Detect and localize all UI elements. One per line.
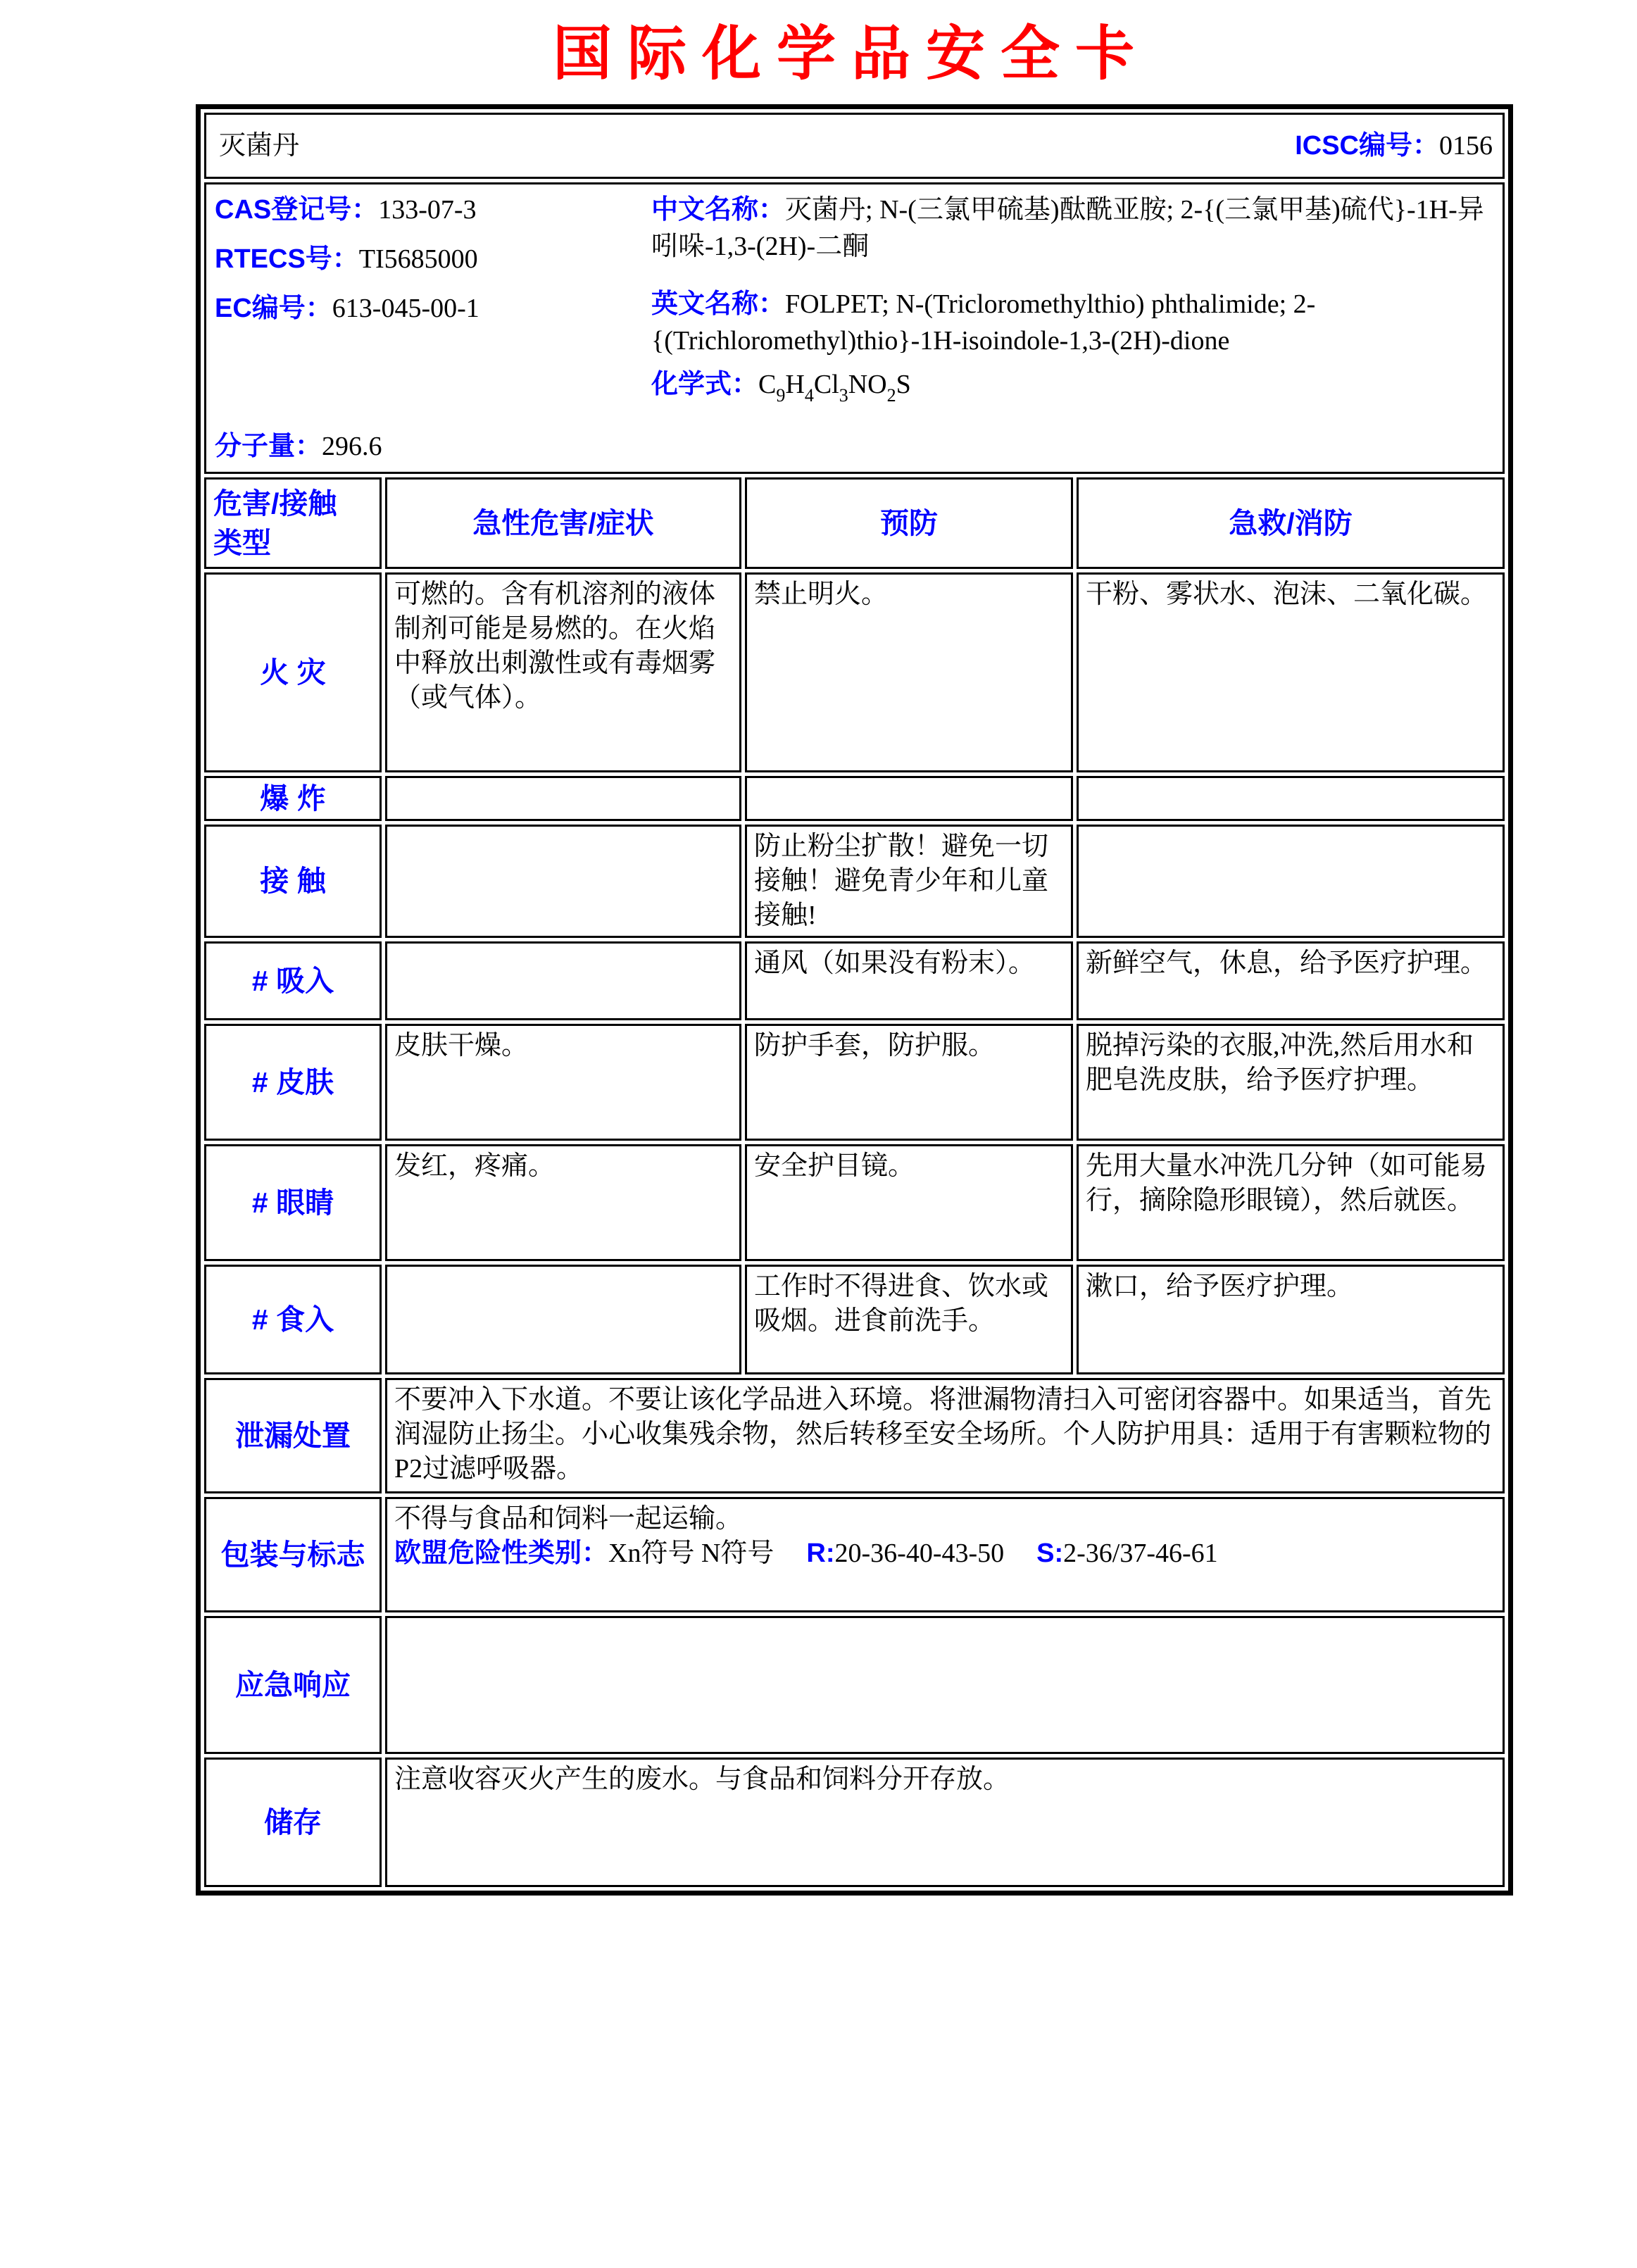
chinese-name-value: 灭菌丹; N-(三氯甲硫基)酞酰亚胺; 2-{(三氯甲基)硫代}-1H-异吲哚-1,3-(2H)-二酮: [651, 195, 1484, 262]
page-title: 国际化学品安全卡: [552, 20, 1150, 87]
english-name-line: [651, 286, 1494, 359]
rtecs-value: TI5685000: [358, 244, 478, 275]
emergency-text: [385, 1616, 1505, 1754]
rtecs-number-line: [215, 241, 651, 277]
hazard-type-skin: # 皮肤: [204, 1024, 382, 1141]
header-response: 急救/消防: [1077, 477, 1505, 569]
icsc-card-table: [196, 104, 1513, 1896]
eu-class-label: 欧盟危险性类别：: [394, 1539, 609, 1569]
eyes-response: 先用大量水冲洗几分钟（如可能易行，摘除隐形眼镜），然后就医。: [1077, 1144, 1505, 1261]
english-name-value: FOLPET; N-(Tricloromethylthio) phthalimide; 2-{(Trichloromethyl)thio}-1H-isoindole-1,3-(2H)-dione: [651, 289, 1316, 356]
molecular-weight-line: [215, 428, 651, 465]
fire-prevention: 禁止明火。: [745, 572, 1073, 772]
identity-registry-block: [215, 192, 651, 465]
ingestion-response: 漱口，给予医疗护理。: [1077, 1265, 1505, 1374]
packaging-transport-note: 不得与食品和饲料一起运输。: [394, 1504, 743, 1534]
spill-text: 不要冲入下水道。不要让该化学品进入环境。将泄漏物清扫入可密闭容器中。如果适当，首先润湿防止扬尘。小心收集残余物，然后转移至安全场所。个人防护用具：适用于有害颗粒物的P2过滤呼吸器。: [385, 1378, 1505, 1493]
hazard-type-exposure: 接 触: [204, 825, 382, 938]
chinese-name-line: [651, 192, 1494, 265]
s-phrases: S:2-36/37-46-61: [1036, 1539, 1218, 1569]
eyes-prevention: 安全护目镜。: [745, 1144, 1073, 1261]
hazard-type-inhalation: # 吸入: [204, 941, 382, 1020]
hazard-row-eyes: [204, 1144, 1505, 1261]
section-row-emergency: [204, 1616, 1505, 1754]
identity-row: [204, 182, 1505, 474]
icsc-page: [0, 21, 1637, 2268]
inhalation-prevention: 通风（如果没有粉末）。: [745, 941, 1073, 1020]
fire-symptoms: 可燃的。含有机溶剂的液体制剂可能是易燃的。在火焰中释放出刺激性或有毒烟雾（或气体）。: [385, 572, 741, 772]
header-hazard-type: 危害/接触 类型: [204, 477, 382, 569]
storage-label: 储存: [204, 1758, 382, 1887]
eu-class-symbols: Xn符号 N符号: [608, 1539, 774, 1569]
chemical-name: 灭菌丹: [219, 130, 300, 161]
section-row-spill: [204, 1378, 1505, 1493]
section-row-storage: [204, 1758, 1505, 1887]
inhalation-response: 新鲜空气，休息，给予医疗护理。: [1077, 941, 1505, 1020]
hazard-row-inhalation: [204, 941, 1505, 1020]
rtecs-label: RTECS号：: [215, 244, 359, 275]
hazard-header-row: [204, 477, 1505, 569]
hazard-row-ingestion: [204, 1265, 1505, 1374]
icsc-number-label: ICSC编号：: [1295, 130, 1439, 161]
name-row-cell: [204, 113, 1505, 179]
header-prevention: 预防: [745, 477, 1073, 569]
storage-text: 注意收容灭火产生的废水。与食品和饲料分开存放。: [385, 1758, 1505, 1887]
molecular-weight-label: 分子量：: [215, 432, 322, 462]
packaging-cell: [385, 1497, 1505, 1612]
identity-names-block: [651, 192, 1494, 465]
hazard-type-fire: 火 灾: [204, 572, 382, 772]
cas-number-line: [215, 192, 651, 228]
chinese-name-label: 中文名称：: [651, 195, 786, 225]
r-phrases: R:20-36-40-43-50: [806, 1539, 1005, 1569]
formula-line: [651, 366, 1494, 406]
skin-prevention: 防护手套，防护服。: [745, 1024, 1073, 1141]
cas-value: 133-07-3: [378, 195, 477, 225]
explosion-response: [1077, 776, 1505, 821]
molecular-weight-value: 296.6: [322, 432, 382, 462]
eyes-symptoms: 发红，疼痛。: [385, 1144, 741, 1261]
cas-label: CAS登记号：: [215, 195, 379, 225]
header-symptoms: 急性危害/症状: [385, 477, 741, 569]
ec-value: 613-045-00-1: [332, 294, 479, 324]
icsc-number-value: 0156: [1439, 130, 1493, 161]
packaging-label: 包装与标志: [204, 1497, 382, 1612]
exposure-symptoms: [385, 825, 741, 938]
ingestion-prevention: 工作时不得进食、饮水或吸烟。进食前洗手。: [745, 1265, 1073, 1374]
inhalation-symptoms: [385, 941, 741, 1020]
name-row: [204, 113, 1505, 179]
hazard-type-explosion: 爆 炸: [204, 776, 382, 821]
packaging-eu-classification: [394, 1536, 1495, 1571]
formula-label: 化学式：: [651, 370, 759, 400]
section-row-packaging: [204, 1497, 1505, 1612]
ec-number-line: [215, 290, 651, 327]
english-name-label: 英文名称：: [651, 289, 786, 320]
chemical-formula: $C_9H_4Cl_3NO_2S$: [758, 370, 911, 406]
exposure-prevention: 防止粉尘扩散！避免一切接触！避免青少年和儿童接触!: [745, 825, 1073, 938]
identity-cell: [204, 182, 1505, 474]
emergency-label: 应急响应: [204, 1616, 382, 1754]
explosion-prevention: [745, 776, 1073, 821]
hazard-type-eyes: # 眼睛: [204, 1144, 382, 1261]
explosion-symptoms: [385, 776, 741, 821]
hazard-row-fire: [204, 572, 1505, 772]
hazard-row-exposure: [204, 825, 1505, 938]
skin-symptoms: 皮肤干燥。: [385, 1024, 741, 1141]
hazard-row-explosion: [204, 776, 1505, 821]
fire-response: 干粉、雾状水、泡沫、二氧化碳。: [1077, 572, 1505, 772]
spill-label: 泄漏处置: [204, 1378, 382, 1493]
exposure-response: [1077, 825, 1505, 938]
skin-response: 脱掉污染的衣服,冲洗,然后用水和肥皂洗皮肤，给予医疗护理。: [1077, 1024, 1505, 1141]
hazard-row-skin: [204, 1024, 1505, 1141]
ingestion-symptoms: [385, 1265, 741, 1374]
hazard-type-ingestion: # 食入: [204, 1265, 382, 1374]
ec-label: EC编号：: [215, 294, 332, 324]
